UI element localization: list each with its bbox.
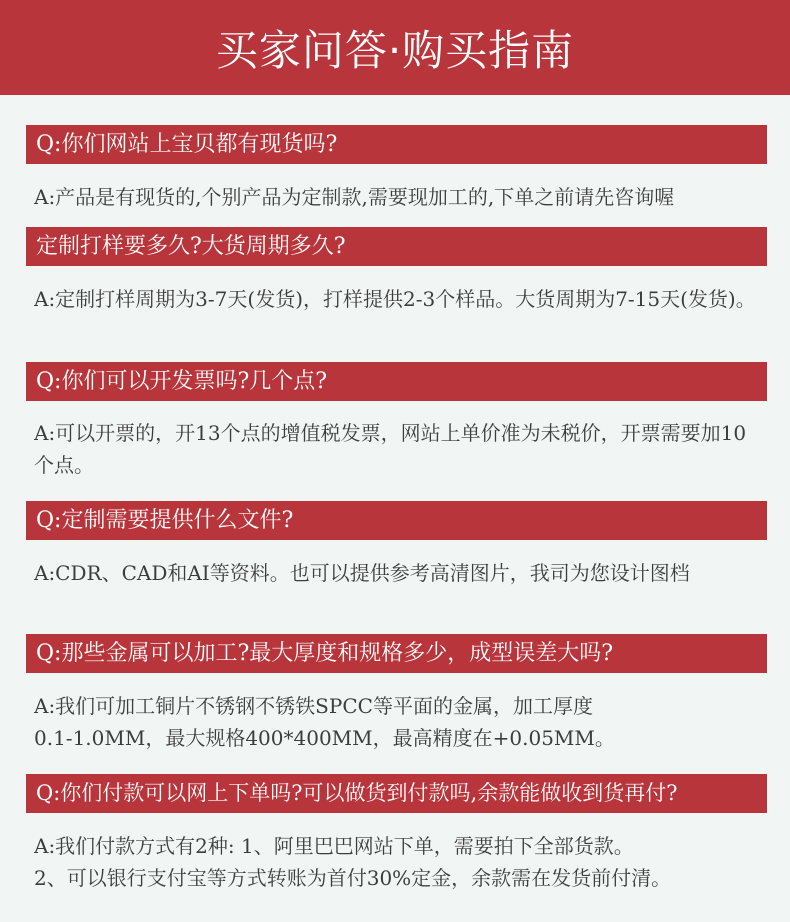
faq-answer-3: A:可以开票的，开13个点的增值税发票，网站上单价准为未税价，开票需要加10个点。 — [34, 421, 747, 477]
faq-question-4: Q:定制需要提供什么文件? — [26, 501, 767, 540]
page-title: 买家问答·购买指南 — [215, 25, 575, 75]
faq-answer-4: A:CDR、CAD和AI等资料。也可以提供参考高清图片，我司为您设计图档 — [34, 561, 690, 585]
faq-question-3: Q:你们可以开发票吗?几个点? — [26, 362, 767, 401]
page-header — [0, 0, 790, 95]
faq-question-2: 定制打样要多久?大货周期多久? — [26, 227, 767, 266]
faq-answer-1: A:产品是有现货的,个别产品为定制款,需要现加工的,下单之前请先咨询喔 — [34, 185, 675, 209]
faq-answer-2: A:定制打样周期为3-7天(发货)，打样提供2-3个样品。大货周期为7-15天(发货)。 — [34, 287, 756, 311]
faq-answer-6: A:我们付款方式有2种: 1、阿里巴巴网站下单，需要拍下全部货款。 2、可以银行支付宝等方式转账为首付30%定金，余款需在发货前付清。 — [34, 834, 672, 890]
faq-question-1: Q:你们网站上宝贝都有现货吗? — [26, 125, 767, 164]
faq-answer-5: A:我们可加工铜片不锈钢不锈铁SPCC等平面的金属，加工厚度 0.1-1.0MM，最大规格400*400MM，最高精度在+0.05MM。 — [34, 694, 615, 750]
faq-question-5: Q:那些金属可以加工?最大厚度和规格多少，成型误差大吗? — [26, 634, 767, 673]
faq-question-6: Q:你们付款可以网上下单吗?可以做货到付款吗,余款能做收到货再付? — [26, 774, 767, 813]
